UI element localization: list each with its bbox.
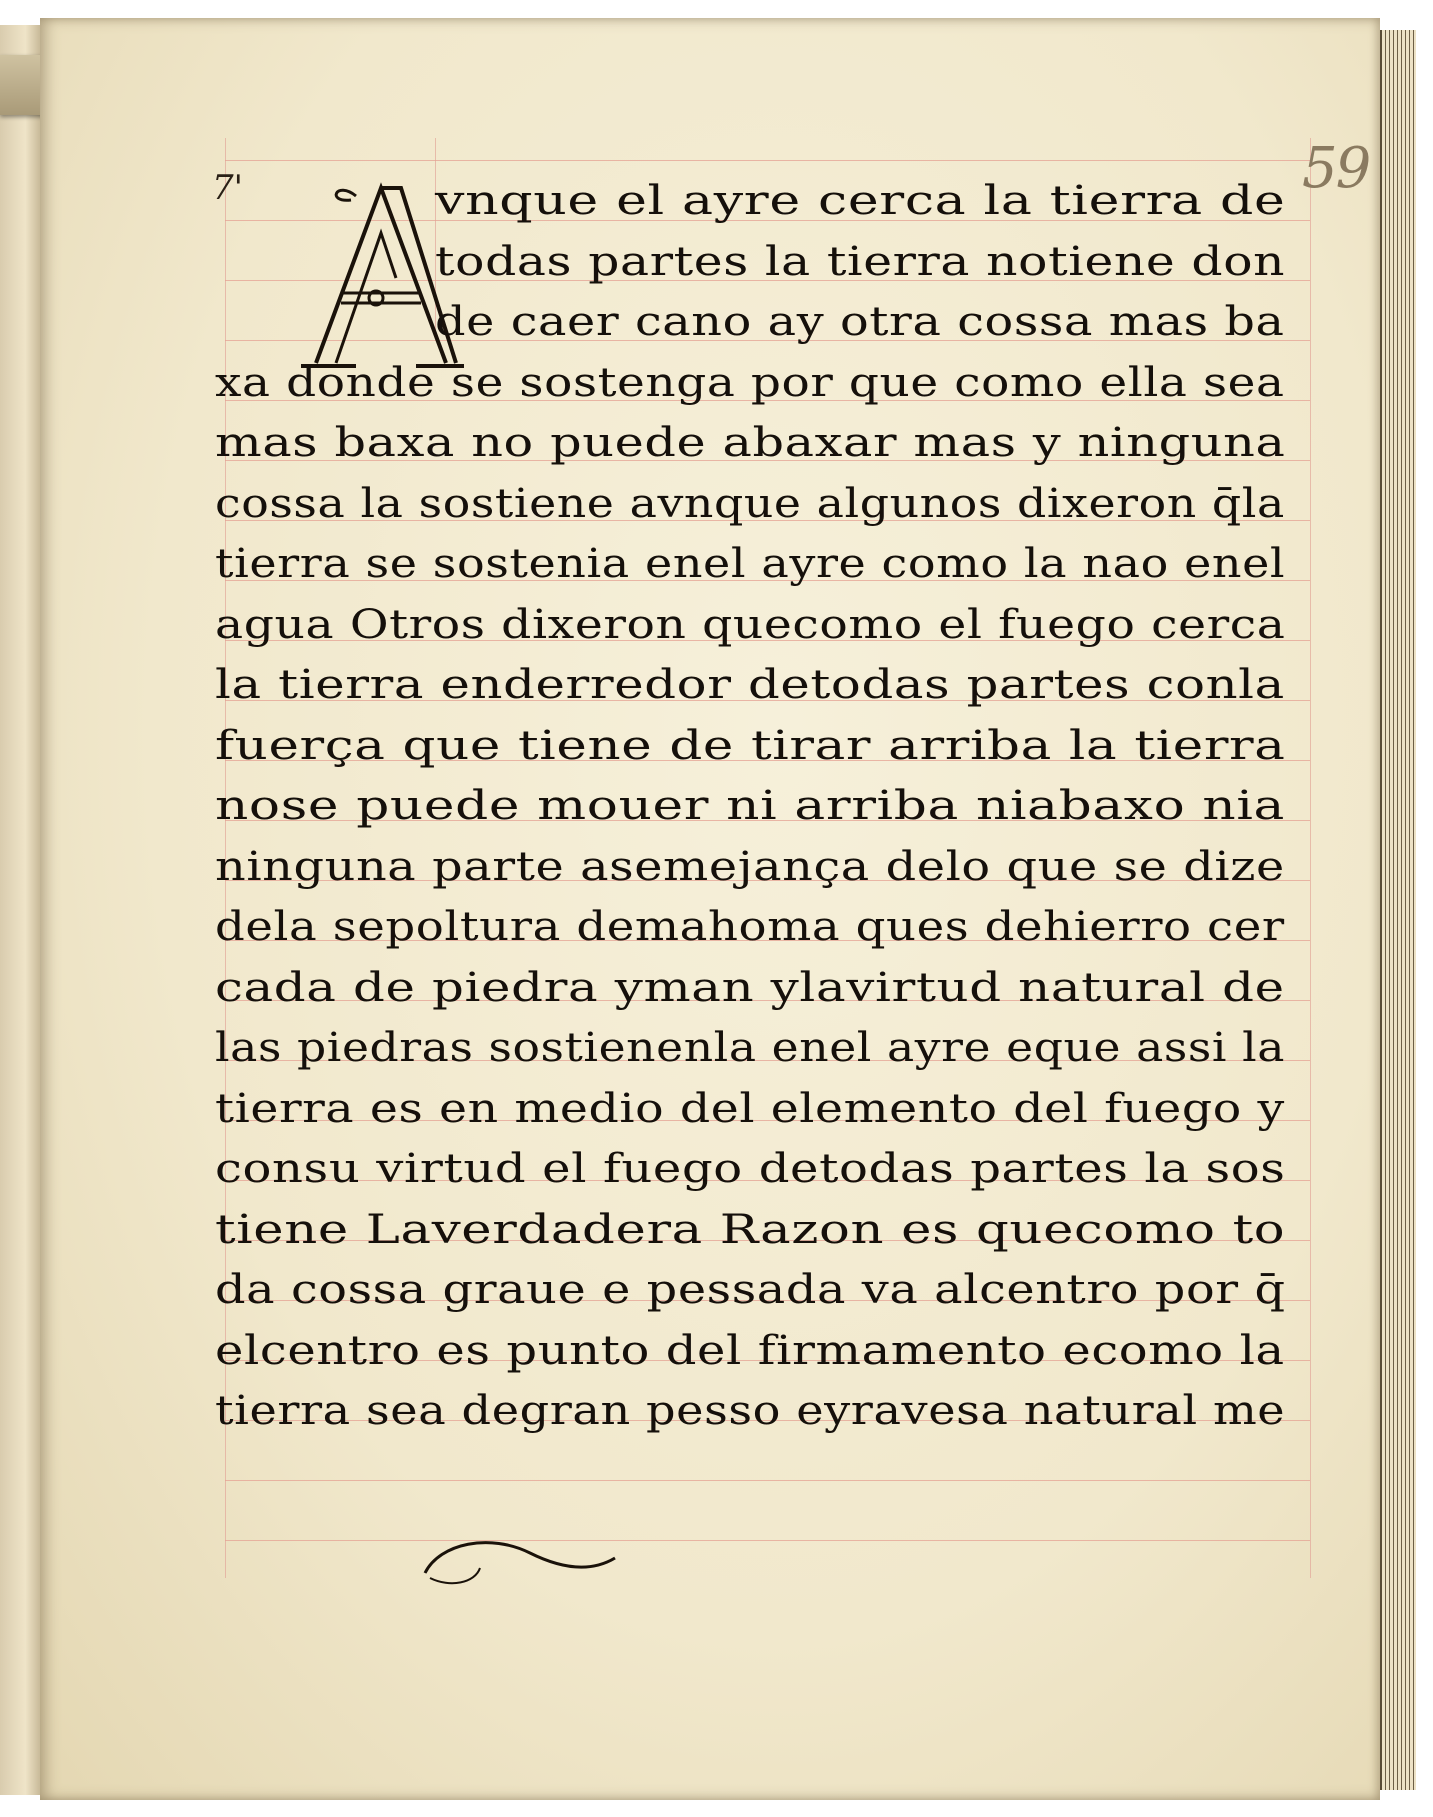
manuscript-line: agua Otros dixeron quecomo el fuego cerca [215, 601, 1286, 648]
manuscript-line: todas partes la tierra notiene don [435, 238, 1286, 285]
folio-number: 59 [1302, 136, 1370, 201]
manuscript-line: vnque el ayre cerca la tierra de [435, 178, 1286, 224]
manuscript-line: fuerça que tiene de tirar arriba la tierra [215, 722, 1286, 769]
page-stack-edge [1380, 30, 1416, 1790]
ink-flourish [420, 1523, 620, 1593]
manuscript-line: tiene Laverdadera Razon es quecomo to [215, 1206, 1286, 1253]
manuscript-line: xa donde se sostenga por que como ella sea [215, 359, 1285, 406]
manuscript-line: cossa la sostiene avnque algunos dixeron q̄la [215, 480, 1285, 527]
manuscript-line: tierra es en medio del elemento del fuego y [215, 1085, 1285, 1132]
manuscript-line: cada de piedra yman ylavirtud natural de [215, 964, 1285, 1011]
manuscript-line: elcentro es punto del firmamento ecomo la [215, 1327, 1285, 1374]
manuscript-line: consu virtud el fuego detodas partes la sos [215, 1146, 1286, 1192]
manuscript-line: mas baxa no puede abaxar mas y ninguna [215, 420, 1286, 466]
manuscript-line: la tierra enderredor detodas partes conla [215, 662, 1285, 708]
manuscript-line: de caer cano ay otra cossa mas ba [435, 299, 1285, 345]
manuscript-line: dela sepoltura demahoma ques dehierro cer [215, 904, 1285, 950]
manuscript-line: las piedras sostienenla enel ayre eque assi la [215, 1025, 1286, 1071]
manuscript-folio [40, 18, 1380, 1800]
folio-marker-left: 7' [212, 168, 243, 208]
ruling-line [225, 160, 1310, 161]
manuscript-line: da cossa graue e pessada va alcentro por q̄ [215, 1267, 1286, 1313]
manuscript-line: tierra sea degran pesso eyravesa natural me [215, 1388, 1286, 1434]
ruling-line [225, 1480, 1310, 1481]
right-margin-rule [1310, 138, 1311, 1578]
manuscript-line: ninguna parte asemejança delo que se dize [215, 843, 1285, 890]
ruling-line [225, 1540, 1310, 1541]
manuscript-line: tierra se sostenia enel ayre como la nao enel [215, 541, 1286, 587]
manuscript-line: nose puede mouer ni arriba niabaxo nia [215, 783, 1286, 829]
